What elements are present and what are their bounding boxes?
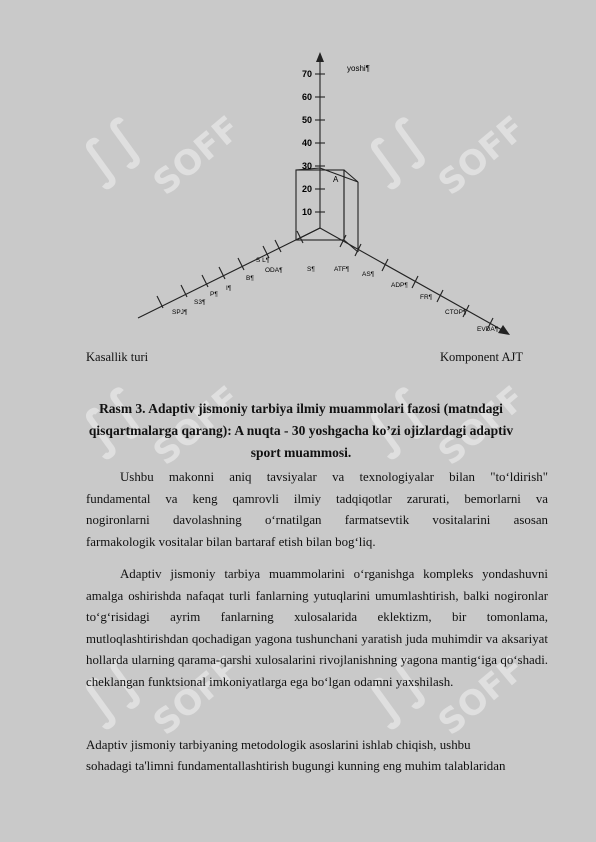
left-axis-label: S L¶ — [256, 257, 270, 264]
left-axis-title: Kasallik turi — [86, 350, 149, 364]
vertical-tick-label: 10 — [301, 207, 312, 217]
vertical-axis-arrow — [316, 52, 324, 62]
vertical-tick-label: 60 — [301, 92, 312, 102]
paragraph-1: Ushbu makonni aniq tavsiyalar va texnologiyalar bilan "to‘ldirish" fundamental va keng qamrovli ilmiy tadqiqotlar zarurati, bemorlarni va nogironlarni davolashning o‘rnatilgan farmatsevtik vositalarini asosan farmakologik vositalar bilan bartaraf etish bilan bog‘liq. — [86, 470, 548, 549]
left-axis — [138, 228, 320, 318]
right-axis-label: FR¶ — [420, 294, 433, 301]
vertical-tick-label: 70 — [301, 69, 312, 79]
left-axis-label: B¶ — [246, 275, 254, 282]
watermark: ∫∫SOFF — [353, 376, 534, 474]
paragraph-3-line-1: Adaptiv jismoniy tarbiyaning metodologik asoslarini ishlab chiqish, ushbu — [86, 738, 471, 752]
left-axis-label: ODA¶ — [265, 267, 283, 274]
left-axis-label: SPJ¶ — [172, 309, 188, 316]
right-axis-arrow — [498, 325, 510, 335]
right-axis-label: EVDA¶ — [477, 326, 499, 333]
watermark: ∫∫SOFF — [353, 106, 534, 204]
watermark: ∫∫SOFF — [68, 646, 249, 744]
paragraph-3-line-2: sohadagi ta'limni fundamentallashtirish bugungi kunning eng muhim talablaridan — [86, 759, 506, 773]
right-axis-label: ADP¶ — [391, 282, 408, 289]
vertical-tick-label: 30 — [301, 161, 312, 171]
watermark: ∫∫SOFF — [353, 646, 534, 744]
point-label: A — [333, 175, 339, 184]
watermark: ∫∫SOFF — [68, 106, 249, 204]
right-axis-label: AS¶ — [362, 271, 375, 278]
paragraph-2: Adaptiv jismoniy tarbiya muammolarini o‘rganishga kompleks yondashuvni amalga oshirishda nafaqat turli fanlarning yutuqlarini umumlashtirish, balki nogironlar to‘g‘risidagi ayrim fanlarning xulosalarida eklektizm, bir tomonlama, mutloqlashtirishdan qochadigan yagona tushunchani yaratish juda muhimdir va aksariyat hollarda ularning qarama-qarshi xulosalarini rivojlanishning yagona mantig‘iga qo‘shadi. cheklangan funktsional imkoniyatlarga ega bo‘lgan odamni yaxshilash. — [86, 567, 548, 689]
vertical-tick-label: 50 — [301, 115, 312, 125]
vertical-tick-label: 40 — [301, 138, 312, 148]
figure-caption: Rasm 3. Adaptiv jismoniy tarbiya ilmiy muammolari fazosi (matndagi qisqartmalarga qarang): A nuqta - 30 yoshgacha ko’zi ojizlardagi adaptiv sport muammosi. — [88, 401, 514, 460]
vertical-tick-label: 20 — [301, 184, 312, 194]
left-axis-label: S¶ — [307, 266, 315, 273]
problem-space-diagram — [0, 0, 596, 345]
right-axis-title: Komponent AJT — [440, 350, 523, 364]
right-axis-label: CTOP¶ — [445, 309, 467, 316]
left-axis-tick — [157, 296, 163, 308]
watermark: ∫∫SOFF — [68, 376, 249, 474]
axis-title: yoshi¶ — [347, 64, 370, 73]
left-axis-label: I¶ — [226, 285, 232, 292]
right-axis-label: ATF¶ — [334, 266, 350, 273]
left-axis-label: S3¶ — [194, 299, 206, 306]
left-axis-label: P¶ — [210, 291, 218, 298]
